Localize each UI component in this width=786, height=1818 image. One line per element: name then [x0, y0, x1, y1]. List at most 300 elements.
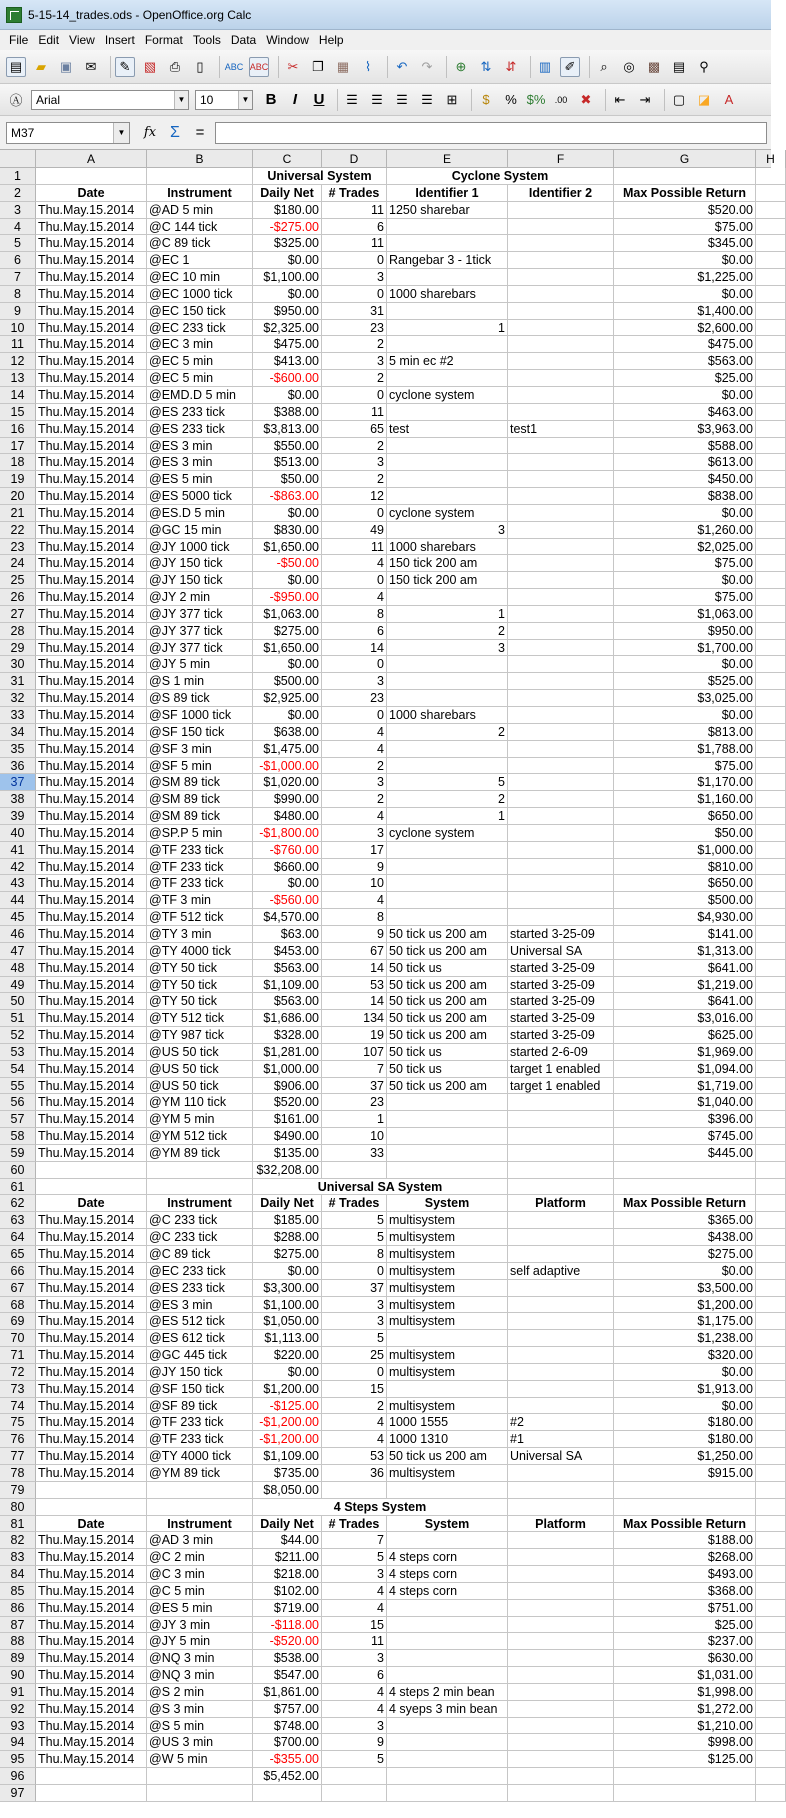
row-header[interactable]: 64	[0, 1229, 36, 1246]
cell-h75[interactable]	[756, 1414, 786, 1431]
cell-a49[interactable]: Thu.May.15.2014	[36, 977, 147, 994]
row-header[interactable]: 44	[0, 892, 36, 909]
cell-d69[interactable]: 3	[322, 1313, 387, 1330]
cell-h8[interactable]	[756, 286, 786, 303]
column-header-c[interactable]: C	[253, 150, 322, 168]
cell-b62[interactable]: Instrument	[147, 1195, 253, 1212]
cell-e11[interactable]	[387, 336, 508, 353]
cell-h40[interactable]	[756, 825, 786, 842]
cell-h3[interactable]	[756, 202, 786, 219]
row-header[interactable]: 89	[0, 1650, 36, 1667]
menu-data[interactable]: Data	[230, 33, 257, 47]
cell-e82[interactable]	[387, 1532, 508, 1549]
cell-d3[interactable]: 11	[322, 202, 387, 219]
cell-g80[interactable]	[614, 1499, 756, 1516]
cell-c44[interactable]: -$560.00	[253, 892, 322, 909]
cell-b42[interactable]: @TF 233 tick	[147, 859, 253, 876]
export-pdf-icon[interactable]: ▧	[143, 58, 157, 74]
cell-c62[interactable]: Daily Net	[253, 1195, 322, 1212]
cell-b61[interactable]	[147, 1179, 253, 1196]
cell-c39[interactable]: $480.00	[253, 808, 322, 825]
row-header[interactable]: 11	[0, 336, 36, 353]
cell-h70[interactable]	[756, 1330, 786, 1347]
bold-button[interactable]: B	[265, 91, 277, 108]
align-center-icon[interactable]: ☰	[371, 91, 383, 107]
cell-f60[interactable]	[508, 1162, 614, 1179]
cell-h24[interactable]	[756, 555, 786, 572]
cell-b79[interactable]	[147, 1482, 253, 1499]
cell-c56[interactable]: $520.00	[253, 1094, 322, 1111]
cell-b45[interactable]: @TF 512 tick	[147, 909, 253, 926]
cell-a78[interactable]: Thu.May.15.2014	[36, 1465, 147, 1482]
cell-c46[interactable]: $63.00	[253, 926, 322, 943]
cell-a12[interactable]: Thu.May.15.2014	[36, 353, 147, 370]
cell-h45[interactable]	[756, 909, 786, 926]
row-header[interactable]: 18	[0, 454, 36, 471]
cell-a77[interactable]: Thu.May.15.2014	[36, 1448, 147, 1465]
cell-e5[interactable]	[387, 235, 508, 252]
cell-a42[interactable]: Thu.May.15.2014	[36, 859, 147, 876]
cell-d75[interactable]: 4	[322, 1414, 387, 1431]
cell-g81[interactable]: Max Possible Return	[614, 1516, 756, 1533]
cell-e8[interactable]: 1000 sharebars	[387, 286, 508, 303]
row-header[interactable]: 88	[0, 1633, 36, 1650]
cell-b82[interactable]: @AD 3 min	[147, 1532, 253, 1549]
cell-g15[interactable]: $463.00	[614, 404, 756, 421]
cell-a33[interactable]: Thu.May.15.2014	[36, 707, 147, 724]
row-header[interactable]: 79	[0, 1482, 36, 1499]
cell-h26[interactable]	[756, 589, 786, 606]
row-header[interactable]: 40	[0, 825, 36, 842]
cell-g84[interactable]: $493.00	[614, 1566, 756, 1583]
cell-d95[interactable]: 5	[322, 1751, 387, 1768]
cell-e45[interactable]	[387, 909, 508, 926]
cell-c48[interactable]: $563.00	[253, 960, 322, 977]
cell-g65[interactable]: $275.00	[614, 1246, 756, 1263]
cell-e39[interactable]: 1	[387, 808, 508, 825]
cell-b57[interactable]: @YM 5 min	[147, 1111, 253, 1128]
cell-g12[interactable]: $563.00	[614, 353, 756, 370]
cell-b7[interactable]: @EC 10 min	[147, 269, 253, 286]
cell-a37[interactable]: Thu.May.15.2014	[36, 774, 147, 791]
cell-b59[interactable]: @YM 89 tick	[147, 1145, 253, 1162]
cell-a66[interactable]: Thu.May.15.2014	[36, 1263, 147, 1280]
cell-b49[interactable]: @TY 50 tick	[147, 977, 253, 994]
cell-c59[interactable]: $135.00	[253, 1145, 322, 1162]
cell-h23[interactable]	[756, 539, 786, 556]
row-header[interactable]: 8	[0, 286, 36, 303]
cell-f87[interactable]	[508, 1617, 614, 1634]
cell-g5[interactable]: $345.00	[614, 235, 756, 252]
row-header[interactable]: 84	[0, 1566, 36, 1583]
cell-e34[interactable]: 2	[387, 724, 508, 741]
cell-a27[interactable]: Thu.May.15.2014	[36, 606, 147, 623]
cell-d51[interactable]: 134	[322, 1010, 387, 1027]
column-header-h[interactable]: H	[756, 150, 786, 168]
cell-b60[interactable]	[147, 1162, 253, 1179]
cell-a3[interactable]: Thu.May.15.2014	[36, 202, 147, 219]
font-name-combo[interactable]	[31, 90, 189, 110]
cell-h35[interactable]	[756, 741, 786, 758]
cell-a80[interactable]	[36, 1499, 147, 1516]
cell-a40[interactable]: Thu.May.15.2014	[36, 825, 147, 842]
row-header[interactable]: 56	[0, 1094, 36, 1111]
cell-d90[interactable]: 6	[322, 1667, 387, 1684]
cell-b12[interactable]: @EC 5 min	[147, 353, 253, 370]
cell-c31[interactable]: $500.00	[253, 673, 322, 690]
cell-f65[interactable]	[508, 1246, 614, 1263]
cell-d57[interactable]: 1	[322, 1111, 387, 1128]
cell-c22[interactable]: $830.00	[253, 522, 322, 539]
cell-a7[interactable]: Thu.May.15.2014	[36, 269, 147, 286]
cell-a90[interactable]: Thu.May.15.2014	[36, 1667, 147, 1684]
cell-b4[interactable]: @C 144 tick	[147, 219, 253, 236]
cell-h5[interactable]	[756, 235, 786, 252]
spellcheck-icon[interactable]: ABC	[224, 61, 244, 72]
cell-f48[interactable]: started 3-25-09	[508, 960, 614, 977]
cell-a58[interactable]: Thu.May.15.2014	[36, 1128, 147, 1145]
cell-c40[interactable]: -$1,800.00	[253, 825, 322, 842]
cell-a20[interactable]: Thu.May.15.2014	[36, 488, 147, 505]
cell-g91[interactable]: $1,998.00	[614, 1684, 756, 1701]
cell-g10[interactable]: $2,600.00	[614, 320, 756, 337]
cell-b34[interactable]: @SF 150 tick	[147, 724, 253, 741]
cell-g3[interactable]: $520.00	[614, 202, 756, 219]
cell-d88[interactable]: 11	[322, 1633, 387, 1650]
row-header[interactable]: 69	[0, 1313, 36, 1330]
cell-d39[interactable]: 4	[322, 808, 387, 825]
cell-c26[interactable]: -$950.00	[253, 589, 322, 606]
cell-a60[interactable]	[36, 1162, 147, 1179]
cell-f22[interactable]	[508, 522, 614, 539]
page-preview-icon[interactable]: ▯	[196, 58, 204, 74]
cut-icon[interactable]: ✂	[287, 58, 299, 74]
cell-a72[interactable]: Thu.May.15.2014	[36, 1364, 147, 1381]
cell-c81[interactable]: Daily Net	[253, 1516, 322, 1533]
cell-f88[interactable]	[508, 1633, 614, 1650]
cell-e87[interactable]	[387, 1617, 508, 1634]
cell-a9[interactable]: Thu.May.15.2014	[36, 303, 147, 320]
cell-e76[interactable]: 1000 1310	[387, 1431, 508, 1448]
row-header[interactable]: 25	[0, 572, 36, 589]
cell-c85[interactable]: $102.00	[253, 1583, 322, 1600]
row-header[interactable]: 71	[0, 1347, 36, 1364]
cell-d81[interactable]: # Trades	[322, 1516, 387, 1533]
cell-d27[interactable]: 8	[322, 606, 387, 623]
cell-d38[interactable]: 2	[322, 791, 387, 808]
cell-g92[interactable]: $1,272.00	[614, 1701, 756, 1718]
cell-c79[interactable]: $8,050.00	[253, 1482, 322, 1499]
cell-b15[interactable]: @ES 233 tick	[147, 404, 253, 421]
cell-d64[interactable]: 5	[322, 1229, 387, 1246]
cell-h55[interactable]	[756, 1078, 786, 1095]
cell-a25[interactable]: Thu.May.15.2014	[36, 572, 147, 589]
cell-b6[interactable]: @EC 1	[147, 252, 253, 269]
cell-f80[interactable]	[508, 1499, 614, 1516]
cell-f84[interactable]	[508, 1566, 614, 1583]
cell-g75[interactable]: $180.00	[614, 1414, 756, 1431]
cell-f25[interactable]	[508, 572, 614, 589]
cell-g50[interactable]: $641.00	[614, 993, 756, 1010]
cell-d68[interactable]: 3	[322, 1297, 387, 1314]
cell-h94[interactable]	[756, 1734, 786, 1751]
row-header[interactable]: 15	[0, 404, 36, 421]
cell-a28[interactable]: Thu.May.15.2014	[36, 623, 147, 640]
cell-a10[interactable]: Thu.May.15.2014	[36, 320, 147, 337]
cell-h15[interactable]	[756, 404, 786, 421]
cell-c75[interactable]: -$1,200.00	[253, 1414, 322, 1431]
cell-d8[interactable]: 0	[322, 286, 387, 303]
cell-d33[interactable]: 0	[322, 707, 387, 724]
cell-a89[interactable]: Thu.May.15.2014	[36, 1650, 147, 1667]
cell-c9[interactable]: $950.00	[253, 303, 322, 320]
cell-h19[interactable]	[756, 471, 786, 488]
cell-e51[interactable]: 50 tick us 200 am	[387, 1010, 508, 1027]
cell-a29[interactable]: Thu.May.15.2014	[36, 640, 147, 657]
cell-c73[interactable]: $1,200.00	[253, 1381, 322, 1398]
cell-d50[interactable]: 14	[322, 993, 387, 1010]
cell-f53[interactable]: started 2-6-09	[508, 1044, 614, 1061]
cell-f28[interactable]	[508, 623, 614, 640]
cell-d22[interactable]: 49	[322, 522, 387, 539]
cell-e69[interactable]: multisystem	[387, 1313, 508, 1330]
row-header[interactable]: 48	[0, 960, 36, 977]
cell-a23[interactable]: Thu.May.15.2014	[36, 539, 147, 556]
cell-h89[interactable]	[756, 1650, 786, 1667]
cell-e89[interactable]	[387, 1650, 508, 1667]
cell-e66[interactable]: multisystem	[387, 1263, 508, 1280]
cell-c82[interactable]: $44.00	[253, 1532, 322, 1549]
cell-e14[interactable]: cyclone system	[387, 387, 508, 404]
cell-f18[interactable]	[508, 454, 614, 471]
cell-a48[interactable]: Thu.May.15.2014	[36, 960, 147, 977]
redo-icon[interactable]: ↷	[421, 58, 433, 74]
cell-d15[interactable]: 11	[322, 404, 387, 421]
cell-f61[interactable]	[508, 1179, 614, 1196]
cell-b39[interactable]: @SM 89 tick	[147, 808, 253, 825]
cell-b40[interactable]: @SP.P 5 min	[147, 825, 253, 842]
cell-h14[interactable]	[756, 387, 786, 404]
cell-h67[interactable]	[756, 1280, 786, 1297]
cell-d80[interactable]: 4 Steps System	[253, 1499, 508, 1516]
row-header[interactable]: 23	[0, 539, 36, 556]
cell-a8[interactable]: Thu.May.15.2014	[36, 286, 147, 303]
cell-f76[interactable]: #1	[508, 1431, 614, 1448]
show-draw-functions-icon[interactable]: ✐	[560, 57, 580, 77]
cell-e2[interactable]: Identifier 1	[387, 185, 508, 202]
cell-d6[interactable]: 0	[322, 252, 387, 269]
cell-g61[interactable]	[614, 1179, 756, 1196]
cell-h43[interactable]	[756, 875, 786, 892]
cell-d31[interactable]: 3	[322, 673, 387, 690]
cell-g43[interactable]: $650.00	[614, 875, 756, 892]
cell-a83[interactable]: Thu.May.15.2014	[36, 1549, 147, 1566]
cell-f38[interactable]	[508, 791, 614, 808]
cell-b96[interactable]	[147, 1768, 253, 1785]
borders-icon[interactable]: ▢	[672, 91, 686, 107]
row-header[interactable]: 49	[0, 977, 36, 994]
row-header[interactable]: 90	[0, 1667, 36, 1684]
cell-a51[interactable]: Thu.May.15.2014	[36, 1010, 147, 1027]
cell-e4[interactable]	[387, 219, 508, 236]
chart-icon[interactable]: ▥	[538, 58, 552, 74]
cell-d10[interactable]: 23	[322, 320, 387, 337]
menu-help[interactable]: Help	[318, 33, 344, 47]
cell-c71[interactable]: $220.00	[253, 1347, 322, 1364]
cell-g38[interactable]: $1,160.00	[614, 791, 756, 808]
cell-b88[interactable]: @JY 5 min	[147, 1633, 253, 1650]
formula-equals-icon[interactable]: =	[195, 124, 205, 141]
cell-c36[interactable]: -$1,000.00	[253, 758, 322, 775]
cell-f40[interactable]	[508, 825, 614, 842]
cell-g32[interactable]: $3,025.00	[614, 690, 756, 707]
row-header[interactable]: 70	[0, 1330, 36, 1347]
cell-f6[interactable]	[508, 252, 614, 269]
cell-g60[interactable]	[614, 1162, 756, 1179]
decrease-indent-icon[interactable]: ⇤	[614, 91, 626, 107]
cell-d26[interactable]: 4	[322, 589, 387, 606]
row-header[interactable]: 39	[0, 808, 36, 825]
cell-g22[interactable]: $1,260.00	[614, 522, 756, 539]
cell-h33[interactable]	[756, 707, 786, 724]
cell-g30[interactable]: $0.00	[614, 656, 756, 673]
cell-f75[interactable]: #2	[508, 1414, 614, 1431]
row-header[interactable]: 62	[0, 1195, 36, 1212]
cell-d42[interactable]: 9	[322, 859, 387, 876]
currency-format-icon[interactable]: $	[482, 92, 490, 107]
cell-b66[interactable]: @EC 233 tick	[147, 1263, 253, 1280]
cell-e48[interactable]: 50 tick us	[387, 960, 508, 977]
cell-c67[interactable]: $3,300.00	[253, 1280, 322, 1297]
cell-d79[interactable]	[322, 1482, 387, 1499]
cell-g85[interactable]: $368.00	[614, 1583, 756, 1600]
spreadsheet-grid[interactable]	[0, 150, 775, 1818]
cell-f70[interactable]	[508, 1330, 614, 1347]
row-header[interactable]: 83	[0, 1549, 36, 1566]
formula-input[interactable]	[215, 122, 767, 144]
menu-file[interactable]: File	[9, 33, 29, 47]
cell-a59[interactable]: Thu.May.15.2014	[36, 1145, 147, 1162]
cell-g7[interactable]: $1,225.00	[614, 269, 756, 286]
cell-f19[interactable]	[508, 471, 614, 488]
cell-d96[interactable]	[322, 1768, 387, 1785]
cell-f3[interactable]	[508, 202, 614, 219]
cell-c54[interactable]: $1,000.00	[253, 1061, 322, 1078]
cell-h79[interactable]	[756, 1482, 786, 1499]
select-all-corner[interactable]	[0, 150, 36, 168]
cell-g64[interactable]: $438.00	[614, 1229, 756, 1246]
cell-b58[interactable]: @YM 512 tick	[147, 1128, 253, 1145]
cell-g59[interactable]: $445.00	[614, 1145, 756, 1162]
cell-f59[interactable]	[508, 1145, 614, 1162]
cell-a4[interactable]: Thu.May.15.2014	[36, 219, 147, 236]
cell-b8[interactable]: @EC 1000 tick	[147, 286, 253, 303]
cell-g26[interactable]: $75.00	[614, 589, 756, 606]
cell-f68[interactable]	[508, 1297, 614, 1314]
cell-g6[interactable]: $0.00	[614, 252, 756, 269]
cell-e78[interactable]: multisystem	[387, 1465, 508, 1482]
cell-a61[interactable]	[36, 1179, 147, 1196]
cell-e32[interactable]	[387, 690, 508, 707]
delete-decimal-icon[interactable]: ✖	[580, 91, 592, 107]
cell-h38[interactable]	[756, 791, 786, 808]
cell-h68[interactable]	[756, 1297, 786, 1314]
cell-a74[interactable]: Thu.May.15.2014	[36, 1398, 147, 1415]
cell-d91[interactable]: 4	[322, 1684, 387, 1701]
cell-c34[interactable]: $638.00	[253, 724, 322, 741]
cell-f13[interactable]	[508, 370, 614, 387]
cell-g86[interactable]: $751.00	[614, 1600, 756, 1617]
cell-b72[interactable]: @JY 150 tick	[147, 1364, 253, 1381]
cell-h73[interactable]	[756, 1381, 786, 1398]
cell-b30[interactable]: @JY 5 min	[147, 656, 253, 673]
cell-d25[interactable]: 0	[322, 572, 387, 589]
print-icon[interactable]: ⎙	[169, 58, 181, 74]
cell-h12[interactable]	[756, 353, 786, 370]
cell-f67[interactable]	[508, 1280, 614, 1297]
cell-a32[interactable]: Thu.May.15.2014	[36, 690, 147, 707]
row-header[interactable]: 32	[0, 690, 36, 707]
cell-a52[interactable]: Thu.May.15.2014	[36, 1027, 147, 1044]
cell-g17[interactable]: $588.00	[614, 438, 756, 455]
cell-h91[interactable]	[756, 1684, 786, 1701]
cell-h31[interactable]	[756, 673, 786, 690]
cell-b17[interactable]: @ES 3 min	[147, 438, 253, 455]
cell-a69[interactable]: Thu.May.15.2014	[36, 1313, 147, 1330]
cell-a11[interactable]: Thu.May.15.2014	[36, 336, 147, 353]
cell-e9[interactable]	[387, 303, 508, 320]
row-header[interactable]: 14	[0, 387, 36, 404]
cell-c4[interactable]: -$275.00	[253, 219, 322, 236]
cell-h82[interactable]	[756, 1532, 786, 1549]
row-header[interactable]: 38	[0, 791, 36, 808]
cell-g83[interactable]: $268.00	[614, 1549, 756, 1566]
cell-e77[interactable]: 50 tick us 200 am	[387, 1448, 508, 1465]
cell-e71[interactable]: multisystem	[387, 1347, 508, 1364]
row-header[interactable]: 47	[0, 943, 36, 960]
font-color-icon[interactable]: A	[724, 92, 734, 107]
cell-d86[interactable]: 4	[322, 1600, 387, 1617]
cell-e74[interactable]: multisystem	[387, 1398, 508, 1415]
cell-b47[interactable]: @TY 4000 tick	[147, 943, 253, 960]
cell-e60[interactable]	[387, 1162, 508, 1179]
cell-g66[interactable]: $0.00	[614, 1263, 756, 1280]
cell-c55[interactable]: $906.00	[253, 1078, 322, 1095]
cell-h74[interactable]	[756, 1398, 786, 1415]
cell-e90[interactable]	[387, 1667, 508, 1684]
cell-a56[interactable]: Thu.May.15.2014	[36, 1094, 147, 1111]
cell-c70[interactable]: $1,113.00	[253, 1330, 322, 1347]
cell-a76[interactable]: Thu.May.15.2014	[36, 1431, 147, 1448]
cell-f90[interactable]	[508, 1667, 614, 1684]
cell-g51[interactable]: $3,016.00	[614, 1010, 756, 1027]
cell-a92[interactable]: Thu.May.15.2014	[36, 1701, 147, 1718]
row-header[interactable]: 60	[0, 1162, 36, 1179]
cell-g14[interactable]: $0.00	[614, 387, 756, 404]
cell-e53[interactable]: 50 tick us	[387, 1044, 508, 1061]
cell-b23[interactable]: @JY 1000 tick	[147, 539, 253, 556]
cell-c63[interactable]: $185.00	[253, 1212, 322, 1229]
cell-f81[interactable]: Platform	[508, 1516, 614, 1533]
cell-e20[interactable]	[387, 488, 508, 505]
cell-d9[interactable]: 31	[322, 303, 387, 320]
row-header[interactable]: 86	[0, 1600, 36, 1617]
cell-g19[interactable]: $450.00	[614, 471, 756, 488]
row-header[interactable]: 93	[0, 1718, 36, 1735]
cell-b54[interactable]: @US 50 tick	[147, 1061, 253, 1078]
cell-f9[interactable]	[508, 303, 614, 320]
cell-b37[interactable]: @SM 89 tick	[147, 774, 253, 791]
